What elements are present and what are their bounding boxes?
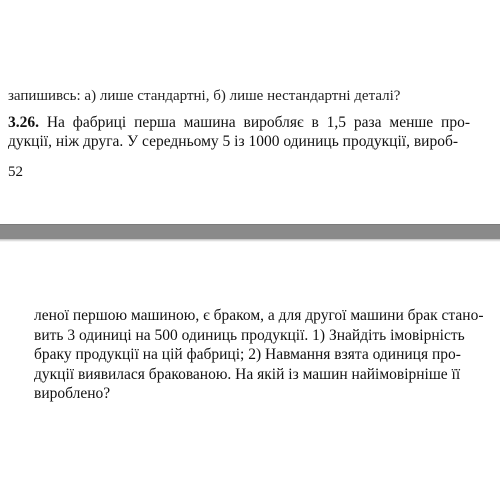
continuation-line-5: вироблено?: [34, 385, 111, 402]
top-page-fragment: [0, 0, 500, 224]
problem-text-bottom: [34, 306, 482, 404]
continuation-line-4: дукції виявилася бракованою. На якій із машин найімовірніше її: [34, 365, 461, 383]
problem-number: 3.26.: [8, 114, 39, 131]
cut-off-text: запишивсь: а) лише стандартні, б) лише нестандартні деталі?: [8, 88, 401, 104]
cut-off-text-line: [8, 88, 438, 111]
page-number: 52: [8, 164, 23, 180]
problem-line-1: [8, 113, 470, 132]
page-separator-band: [0, 224, 500, 239]
problem-line-2: дукції, ніж друга. У середньому 5 із 1000 одиниць продукції, вироб-: [8, 133, 458, 150]
continuation-line-2: вить 3 одиниці на 500 одиниць продукції. 1) Знайдіть імовірність: [34, 326, 465, 344]
problem-line-1-text: На фабриці перша машина виробляє в 1,5 раза менше про-: [39, 114, 470, 131]
problem-text-top: [8, 113, 470, 151]
continuation-line-1: леної першою машиною, є браком, а для другої машини брак стано-: [34, 307, 484, 324]
continuation-line-3: браку продукції на цій фабриці; 2) Навмання взята одиниця про-: [34, 346, 461, 363]
